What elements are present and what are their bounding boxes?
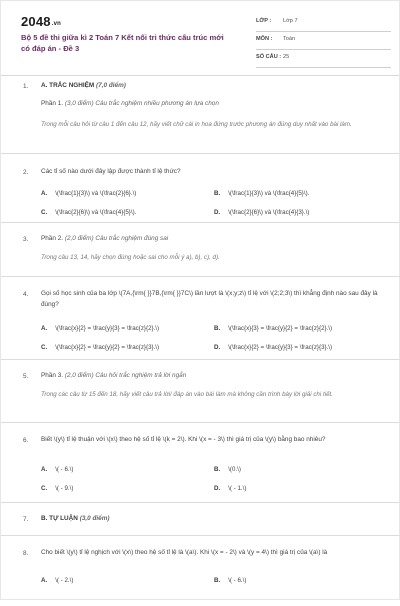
option-text: \(\frac{x}{2} = \frac{y}{3} = \frac{z}{2}.\) bbox=[55, 325, 160, 332]
option-letter: C. bbox=[41, 344, 48, 351]
item-number: 5. bbox=[23, 373, 29, 380]
option-text: \(\frac{2}{6}\) và \(\frac{4}{5}\). bbox=[55, 209, 137, 216]
option-text: \(\frac{x}{2} = \frac{y}{2} = \frac{z}{3}.\) bbox=[55, 344, 160, 351]
option-text: \(\frac{x}{3} = \frac{y}{2} = \frac{z}{2}.\) bbox=[228, 325, 333, 332]
option-letter: C. bbox=[41, 485, 48, 492]
part-name: Câu trắc nghiệm nhiều phương án lựa chọn bbox=[95, 100, 219, 107]
option-letter: A. bbox=[41, 466, 48, 473]
option-letter: B. bbox=[214, 325, 221, 332]
answer-option[interactable] bbox=[214, 466, 241, 473]
option-text: \( - 2.\) bbox=[55, 577, 74, 584]
section-item bbox=[1, 223, 400, 277]
option-text: \(0.\) bbox=[228, 466, 241, 473]
meta-value: 25 bbox=[283, 54, 290, 60]
answer-option[interactable] bbox=[214, 325, 332, 332]
answer-option[interactable] bbox=[214, 485, 246, 492]
option-letter: D. bbox=[214, 485, 221, 492]
part-heading bbox=[41, 99, 386, 110]
question-item bbox=[1, 154, 400, 223]
meta-value: Lớp 7 bbox=[283, 18, 298, 24]
option-text: \( - 9.\) bbox=[55, 485, 74, 492]
question-list bbox=[1, 75, 400, 606]
section-heading bbox=[41, 81, 386, 92]
option-text: \( - 6.\) bbox=[228, 577, 247, 584]
part-name: Câu trắc nghiệm đúng sai bbox=[95, 235, 169, 242]
meta-row-class bbox=[256, 15, 391, 32]
item-number: 4. bbox=[23, 291, 29, 298]
part-heading bbox=[41, 371, 386, 382]
question-text: Các tỉ số nào dưới đây lập được thành tỉ lệ thức? bbox=[41, 168, 181, 175]
option-text: \( - 1.\) bbox=[228, 485, 247, 492]
part-heading bbox=[41, 234, 386, 245]
option-letter: A. bbox=[41, 190, 48, 197]
option-text: \(\frac{x}{2} = \frac{y}{3} = \frac{z}{3}.\) bbox=[228, 344, 333, 351]
answer-option[interactable] bbox=[41, 190, 136, 197]
item-number: 1. bbox=[23, 83, 29, 90]
option-letter: B. bbox=[214, 577, 221, 584]
option-letter: D. bbox=[214, 209, 221, 216]
answer-option[interactable] bbox=[41, 577, 73, 584]
answer-option[interactable] bbox=[214, 577, 246, 584]
item-number: 3. bbox=[23, 236, 29, 243]
option-text: \(\frac{2}{6}\) và \(\frac{4}{3}.\) bbox=[228, 209, 310, 216]
meta-key: MÔN : bbox=[256, 36, 273, 42]
document-meta bbox=[256, 15, 391, 69]
option-text: \( - 6.\) bbox=[55, 466, 74, 473]
section-score: (7,0 điểm) bbox=[96, 82, 126, 89]
logo-text: 2048 bbox=[21, 14, 51, 29]
part-score: (2,0 điểm) bbox=[64, 372, 94, 379]
part-score: (2,0 điểm) bbox=[64, 235, 94, 242]
question-text: Gọi số học sinh của ba lớp \(7A,{\rm{ }}7B,{\rm{ }}7C\) lần lượt là \(x;y;z\) tỉ lệ với \(2;2;3\) thì khẳng định nào sau đây là đúng? bbox=[41, 290, 378, 308]
document-title: Bộ 5 đề thi giữa kì 2 Toán 7 Kết nối tri thức cấu trúc mới có đáp án - Đề 3 bbox=[21, 33, 224, 53]
option-letter: C. bbox=[41, 209, 48, 216]
question-item bbox=[1, 423, 400, 503]
meta-row-count bbox=[256, 51, 391, 68]
section-title: B. TỰ LUẬN bbox=[41, 515, 78, 522]
answer-option[interactable] bbox=[41, 466, 73, 473]
section-item bbox=[1, 75, 400, 154]
part-label: Phần 3. bbox=[41, 372, 64, 379]
part-instructions: Trong mỗi câu hỏi từ câu 1 đến câu 12, hãy viết chữ cái in hoa đứng trước phương án đúng duy nhất vào bài làm. bbox=[41, 121, 352, 128]
option-letter: A. bbox=[41, 577, 48, 584]
section-item bbox=[1, 503, 400, 536]
item-number: 6. bbox=[23, 437, 29, 444]
part-label: Phần 2. bbox=[41, 235, 64, 242]
section-title: A. TRẮC NGHIỆM bbox=[41, 82, 95, 89]
option-letter: B. bbox=[214, 466, 221, 473]
part-name: Câu hỏi trắc nghiệm trả lời ngắn bbox=[95, 372, 187, 379]
meta-key: SỐ CÂU : bbox=[256, 54, 282, 60]
item-number: 2. bbox=[23, 169, 29, 176]
question-item bbox=[1, 277, 400, 360]
option-letter: A. bbox=[41, 325, 48, 332]
answer-option[interactable] bbox=[214, 209, 309, 216]
part-instructions: Trong câu 13, 14, hãy chọn đúng hoặc sai cho mỗi ý a), b), c), d). bbox=[41, 254, 220, 261]
page-header bbox=[1, 1, 399, 76]
answer-option[interactable] bbox=[41, 325, 159, 332]
question-item bbox=[1, 536, 400, 606]
question-text: Biết \(y\) tỉ lệ thuận với \(x\) theo hệ số tỉ lệ \(k = 2\). Khi \(x = - 3\) thì giá trị của \(y\) bằng bao nhiêu? bbox=[41, 436, 326, 443]
meta-value: Toán bbox=[283, 36, 296, 42]
section-item bbox=[1, 360, 400, 423]
option-text: \(\frac{1}{3}\) và \(\frac{2}{6}.\) bbox=[55, 190, 137, 197]
item-number: 8. bbox=[23, 550, 29, 557]
answer-option[interactable] bbox=[41, 209, 136, 216]
question-text: Cho biết \(y\) tỉ lệ nghịch với \(x\) theo hệ số tỉ lệ là \(a\). Khi \(x = - 2\) và \(y = 4\) thì giá trị của \(a\) là bbox=[41, 549, 328, 556]
answer-option[interactable] bbox=[41, 485, 73, 492]
answer-option[interactable] bbox=[41, 344, 159, 351]
meta-key: LỚP : bbox=[256, 18, 272, 24]
answer-option[interactable] bbox=[214, 344, 332, 351]
part-instructions: Trong các câu từ 15 đến 18, hãy viết câu trả lời/ đáp án vào bài làm mà không cần trình bày lời giải chi tiết. bbox=[41, 391, 333, 398]
section-heading bbox=[41, 514, 386, 525]
option-letter: D. bbox=[214, 344, 221, 351]
site-logo[interactable] bbox=[21, 14, 61, 29]
section-score: (3,0 điểm) bbox=[79, 515, 110, 522]
option-text: \(\frac{1}{3}\) và \(\frac{4}{5}\). bbox=[228, 190, 310, 197]
part-label: Phần 1. bbox=[41, 100, 64, 107]
option-letter: B. bbox=[214, 190, 221, 197]
part-score: (3,0 điểm) bbox=[64, 100, 94, 107]
answer-option[interactable] bbox=[214, 190, 309, 197]
item-number: 7. bbox=[23, 516, 29, 523]
meta-row-subject bbox=[256, 33, 391, 50]
logo-domain: .vn bbox=[51, 21, 62, 27]
